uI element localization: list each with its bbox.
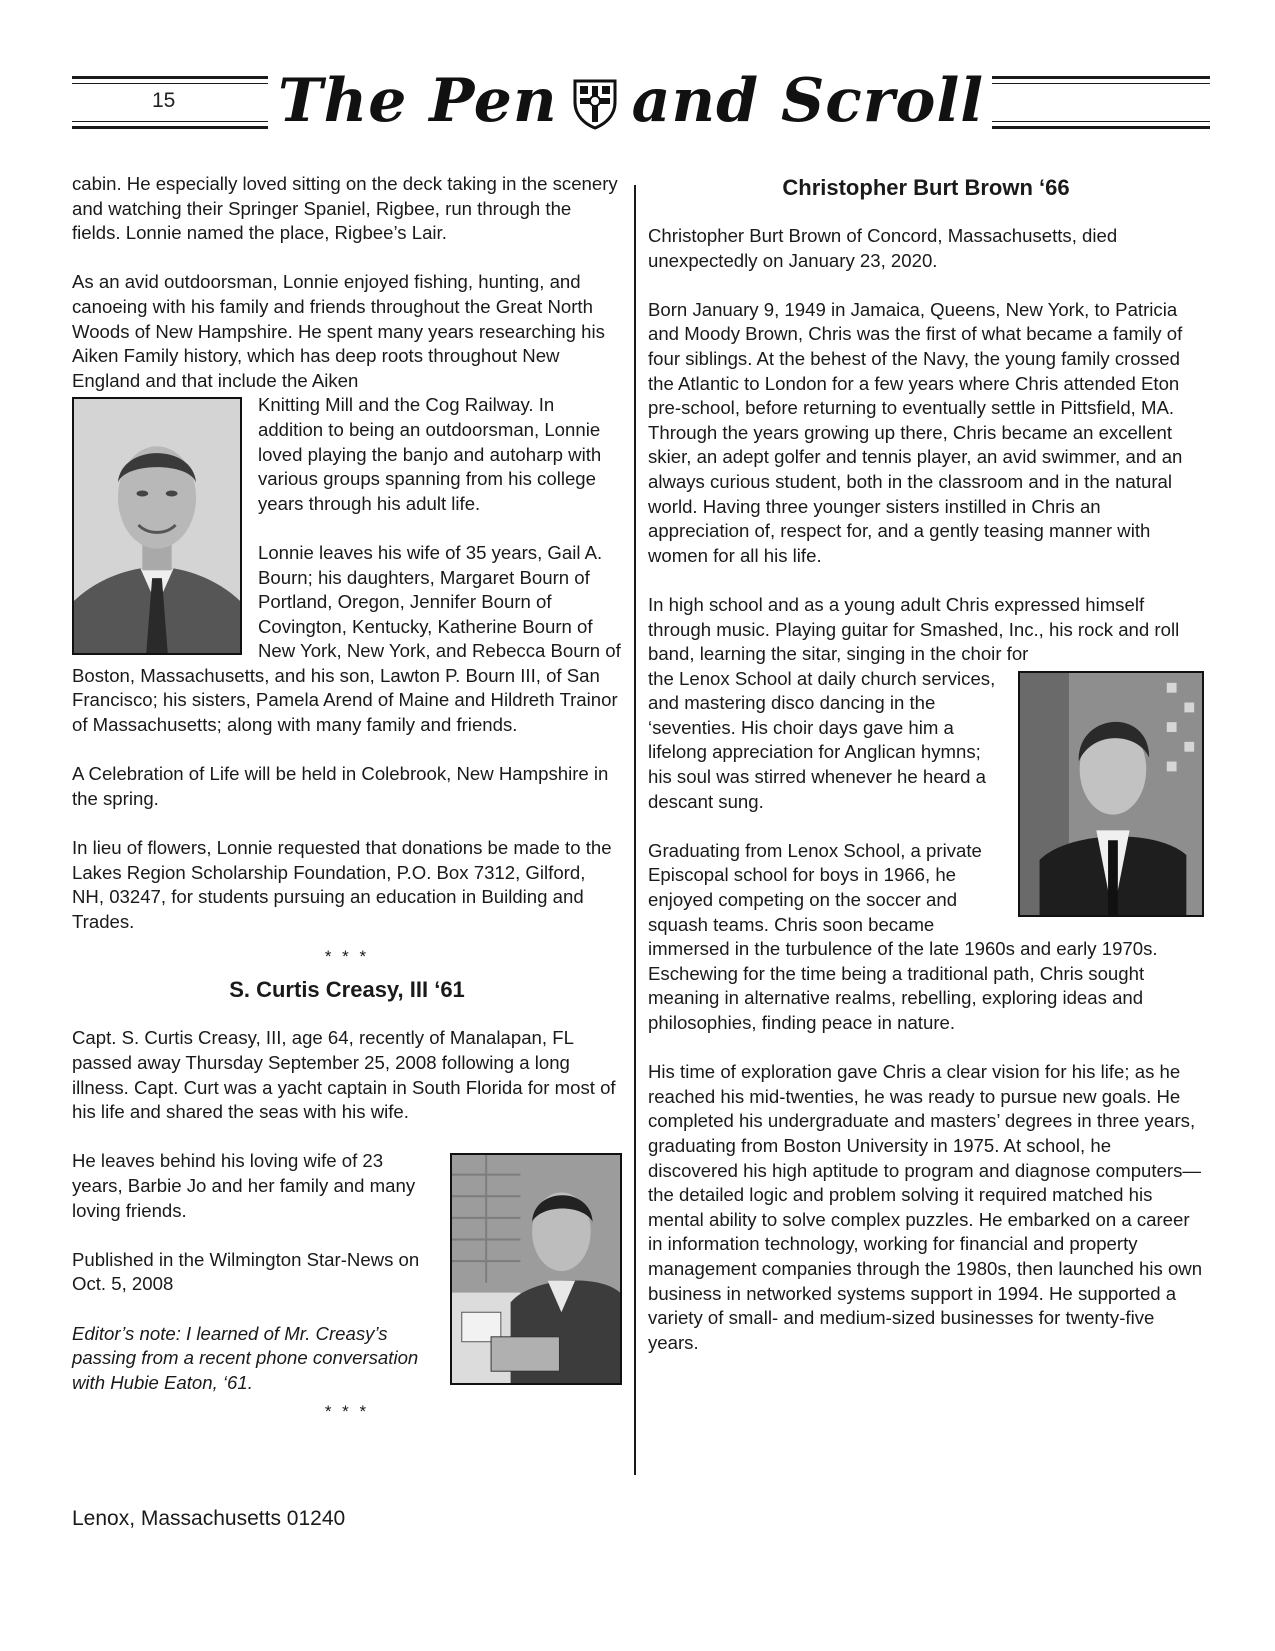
masthead-right-rules (992, 76, 1210, 130)
portrait-photo-lonnie (72, 397, 242, 655)
paragraph: He leaves behind his loving wife of 23 years, Barbie Jo and her family and many loving friends. (72, 1150, 416, 1221)
paragraph: A Celebration of Life will be held in Colebrook, New Hampshire in the spring. (72, 763, 609, 809)
paragraph: His time of exploration gave Chris a clear vision for his life; as he reached his mid-twenties, he was ready to pursue new goals. He completed his undergraduate and masters’ degrees in three years, graduating from Boston University in 1975. At school, he discovered his high aptitude to program and diagnose computers—the detailed logic and problem solving it required matched his mental ability to solve complex puzzles. He embarked on a career in information technology, working for financial and property management companies through the 1980s, then launched his own business in networked systems support in 1994. He supported a variety of small- and medium-sized businesses for twenty-five years. (648, 1061, 1203, 1353)
paragraph: In lieu of flowers, Lonnie requested that donations be made to the Lakes Region Scholarship Foundation, P.O. Box 7312, Gilford, NH, 03247, for students pursuing an education in Building and Trades. (72, 837, 612, 932)
paragraph: Born January 9, 1949 in Jamaica, Queens, New York, to Patricia and Moody Brown, Chris was the first of what became a family of four siblings. At the behest of the Navy, the young family crossed the Atlantic to London for a few years where Chris attended Eton pre-school, before returning to eventually settle in Pittsfield, MA. Through the years growing up there, Chris became an excellent skier, an adept golfer and tennis player, an avid swimmer, and an always curious student, both in the classroom and in the natural world. Having three younger sisters instilled in Chris an appreciation of, respect for, and a gently teasing manner with women for all his life. (648, 298, 1183, 566)
portrait-photo-brown (1018, 671, 1204, 917)
section-separator: * * * (324, 1402, 370, 1422)
right-column (648, 172, 1204, 1380)
paragraph: the Lenox School at daily church services, and mastering disco dancing in the ‘seventies. His choir days gave him a lifelong appreciation for Anglican hymns; his soul was stirred whenever he heard a descant sung. (648, 667, 996, 812)
paragraph: Published in the Wilmington Star-News on Oct. 5, 2008 (72, 1248, 420, 1295)
section-separator: * * * (324, 947, 370, 967)
paragraph: As an avid outdoorsman, Lonnie enjoyed fishing, hunting, and canoeing with his family and friends throughout the Great North Woods of New Hampshire. He spent many years researching his Aiken Family history, which has deep roots throughout New England and that include the Aiken (72, 271, 605, 391)
editor-note: Editor’s note: I learned of Mr. Creasy’s passing from a recent phone conversation with Hubie Eaton, ‘61. (72, 1322, 419, 1393)
paragraph: Graduating from Lenox School, a private Episcopal school for boys in 1966, he enjoyed competing on the soccer and squash teams. Chris soon became immersed in the turbulence of the late 1960s and early 1970s. Eschewing for the time being a traditional path, Chris sought meaning in alternative realms, rebelling, exploring ideas and philosophies, finding peace in nature. (648, 839, 1158, 1033)
title-part-1: The Pen (277, 66, 558, 136)
paragraph: cabin. He especially loved sitting on the deck taking in the scenery and watching their Springer Spaniel, Rigbee, run through the fields. Lonnie named the place, Rigbee’s Lair. (72, 173, 618, 244)
masthead (72, 66, 1210, 140)
paragraph: Capt. S. Curtis Creasy, III, age 64, recently of Manalapan, FL passed away Thursday September 25, 2008 following a long illness. Capt. Curt was a yacht captain in South Florida for most of his life and shared the seas with his wife. (72, 1027, 616, 1123)
title-part-2: and Scroll (631, 66, 985, 136)
paragraph: In high school and as a young adult Chris expressed himself through music. Playing guitar for Smashed, Inc., his rock and roll band, learning the sitar, singing in the choir for (648, 593, 1180, 665)
paragraph: Lonnie leaves his wife of 35 years, Gail A. Bourn; his daughters, Margaret Bourn of Portland, Oregon, Jennifer Bourn of Covington, Kentucky, Katherine Bourn of New York, New York, and Rebecca Bourn of Boston, Massachusetts, and his son, Lawton P. Bourn III, of San Francisco; his sisters, Pamela Arend of Maine and Hildreth Trainor of Massachusetts; along with many family and friends. (72, 541, 621, 736)
newsletter-title (270, 66, 992, 136)
paragraph: Knitting Mill and the Cog Railway. In addition to being an outdoorsman, Lonnie loved playing the banjo and autoharp with various groups spanning from his college years through his adult life. (258, 394, 602, 514)
paragraph: Christopher Burt Brown of Concord, Massachusetts, died unexpectedly on January 23, 2020. (648, 225, 1118, 271)
column-divider (634, 185, 636, 1475)
page-number: 15 (152, 89, 176, 112)
obituary-heading-creasy: S. Curtis Creasy, III ‘61 (229, 977, 465, 1003)
heraldic-crest-icon (572, 75, 618, 127)
portrait-photo-creasy (450, 1153, 622, 1385)
footer-address: Lenox, Massachusetts 01240 (72, 1507, 346, 1530)
left-column (72, 172, 622, 1431)
obituary-heading-brown: Christopher Burt Brown ‘66 (782, 175, 1070, 200)
